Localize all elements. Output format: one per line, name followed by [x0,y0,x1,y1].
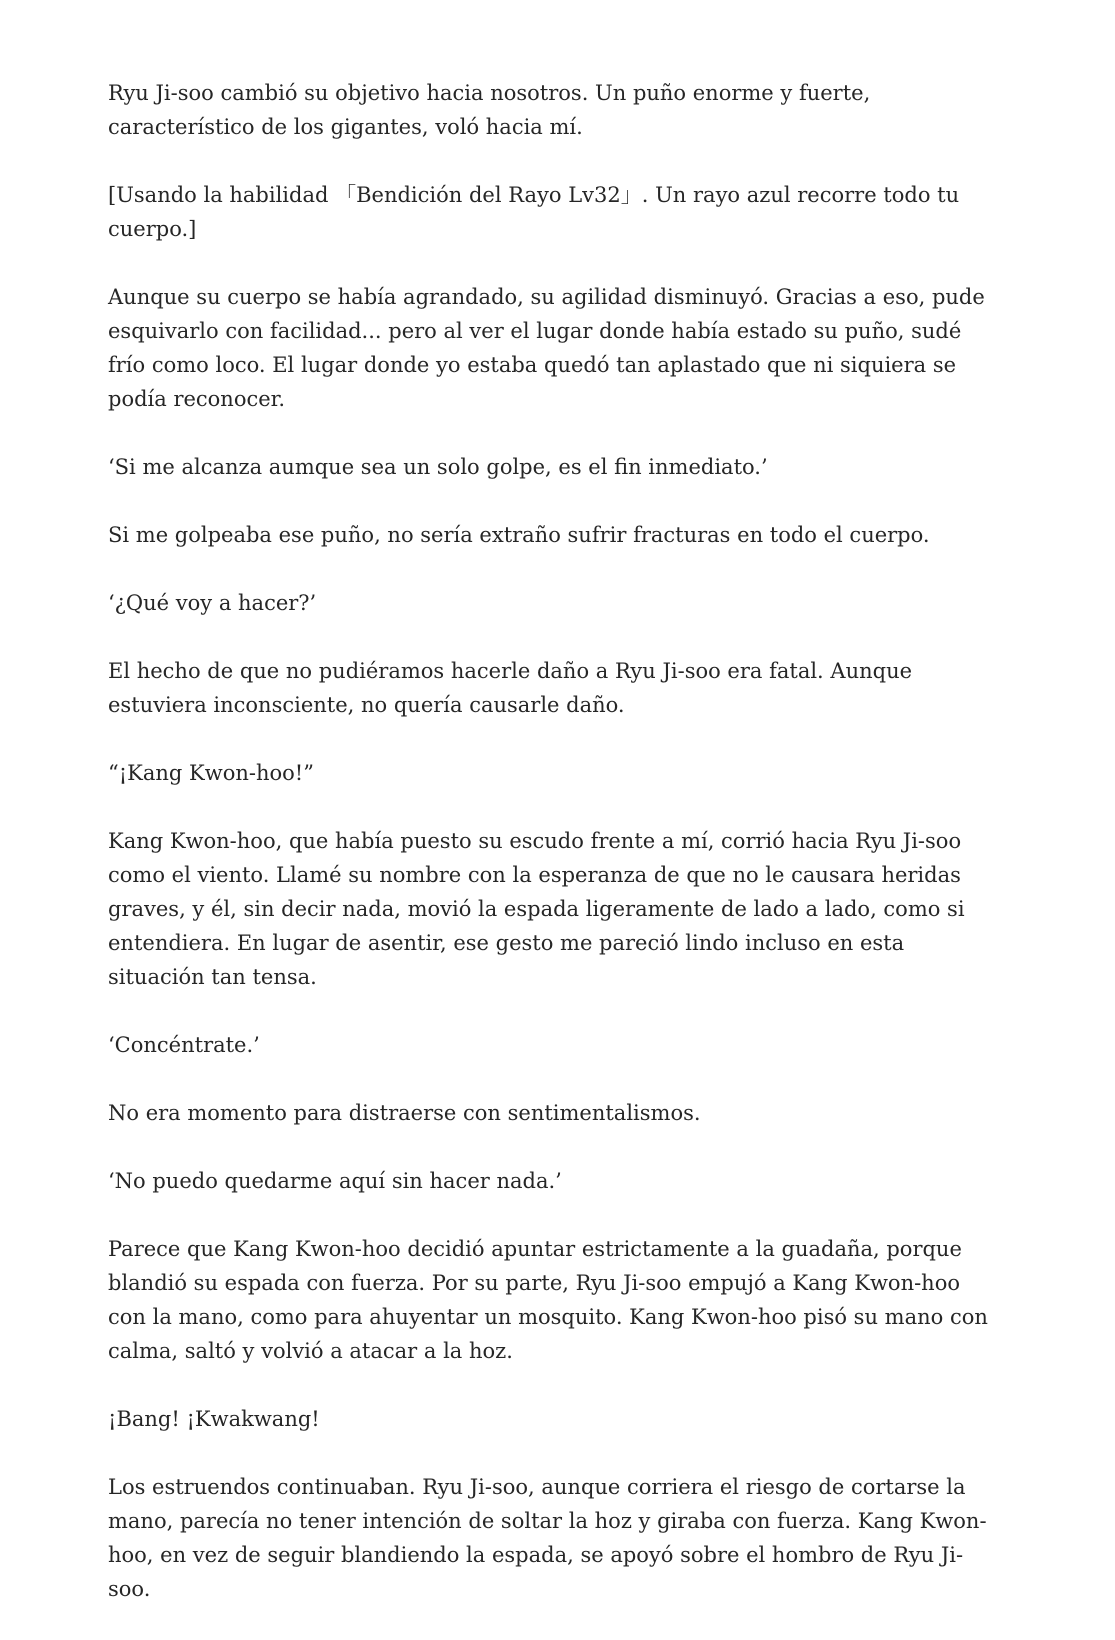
paragraph-15: Los estruendos continuaban. Ryu Ji-soo, aunque corriera el riesgo de cortarse la mano, parecía no tener intención de soltar la hoz y giraba con fuerza. Kang Kwon-hoo, en vez de seguir blandiendo la espada, se apoyó sobre el hombro de Ryu Ji-soo. [108,1475,987,1601]
paragraph-2-system-message: [Usando la habilidad 「Bendición del Rayo Lv32」. Un rayo azul recorre todo tu cuerpo.] [108,183,960,241]
document-page [108,76,988,1640]
paragraph-7: El hecho de que no pudiéramos hacerle daño a Ryu Ji-soo era fatal. Aunque estuviera inconsciente, no quería causarle daño. [108,659,913,717]
paragraph-8-dialogue: “¡Kang Kwon-hoo!” [108,761,314,785]
paragraph-13: Parece que Kang Kwon-hoo decidió apuntar estrictamente a la guadaña, porque blandió su espada con fuerza. Por su parte, Ryu Ji-soo empujó a Kang Kwon-hoo con la mano, como para ahuyentar un mosquito. Kang Kwon-hoo pisó su mano con calma, saltó y volvió a atacar a la hoz. [108,1237,988,1363]
paragraph-3: Aunque su cuerpo se había agrandado, su agilidad disminuyó. Gracias a eso, pude esquivarlo con facilidad... pero al ver el lugar donde había estado su puño, sudé frío como loco. El lugar donde yo estaba quedó tan aplastado que ni siquiera se podía reconocer. [108,285,985,411]
paragraph-12-thought: ‘No puedo quedarme aquí sin hacer nada.’ [108,1169,562,1193]
paragraph-5: Si me golpeaba ese puño, no sería extraño sufrir fracturas en todo el cuerpo. [108,523,930,547]
paragraph-9: Kang Kwon-hoo, que había puesto su escudo frente a mí, corrió hacia Ryu Ji-soo como el viento. Llamé su nombre con la esperanza de que no le causara heridas graves, y él, sin decir nada, movió la espada ligeramente de lado a lado, como si entendiera. En lugar de asentir, ese gesto me pareció lindo incluso en esta situación tan tensa. [108,829,965,989]
paragraph-10-thought: ‘Concéntrate.’ [108,1033,260,1057]
paragraph-4-thought: ‘Si me alcanza aumque sea un solo golpe, es el fin inmediato.’ [108,455,768,479]
paragraph-1: Ryu Ji-soo cambió su objetivo hacia nosotros. Un puño enorme y fuerte, característico de los gigantes, voló hacia mí. [108,81,871,139]
paragraph-14-sound: ¡Bang! ¡Kwakwang! [108,1407,320,1431]
paragraph-11: No era momento para distraerse con sentimentalismos. [108,1101,701,1125]
paragraph-6-thought: ‘¿Qué voy a hacer?’ [108,591,317,615]
